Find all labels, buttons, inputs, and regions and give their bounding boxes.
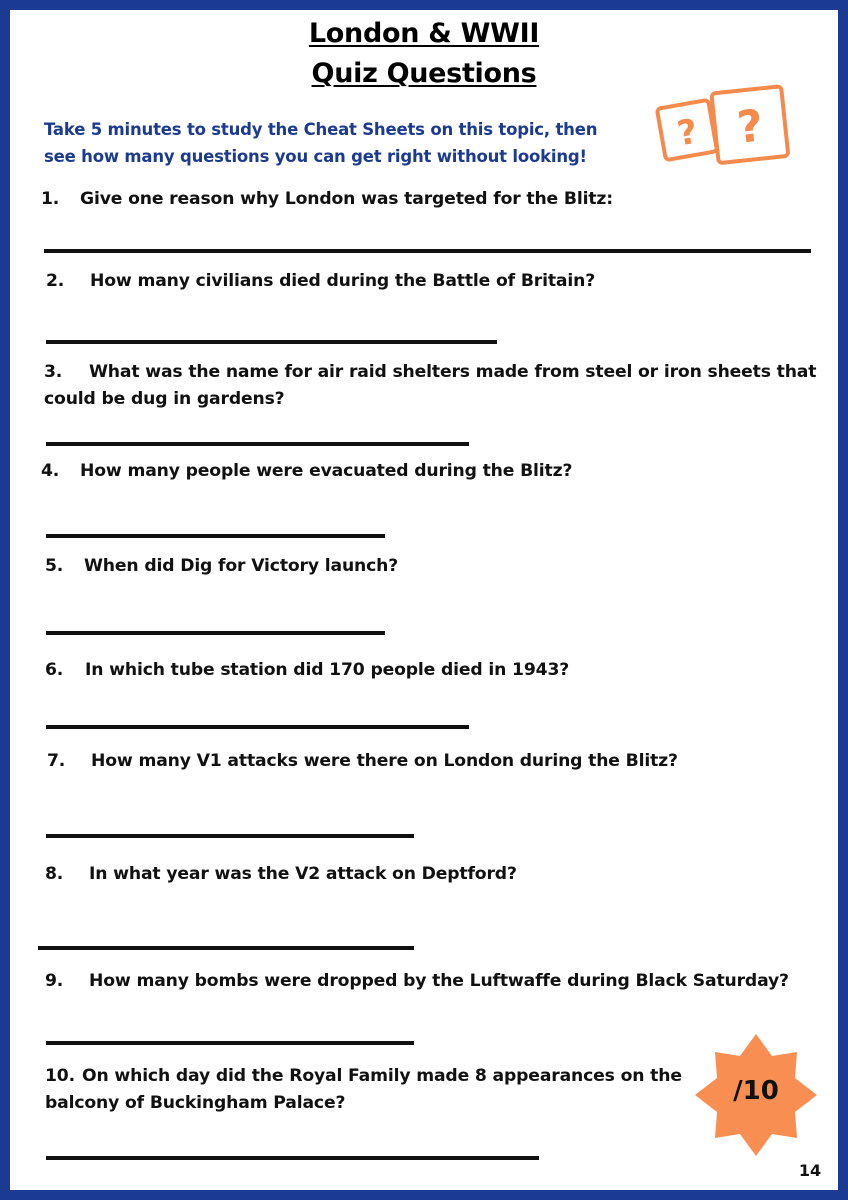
- question-dice-icon: [655, 84, 795, 170]
- question-3: [44, 359, 834, 413]
- page-title: London & WWII: [308, 18, 540, 49]
- answer-line-4[interactable]: [46, 534, 385, 538]
- question-text: How many civilians died during the Battle of Britain?: [90, 271, 596, 291]
- answer-line-1[interactable]: [44, 249, 811, 253]
- question-number: 8.: [45, 864, 64, 884]
- answer-line-6[interactable]: [46, 725, 469, 729]
- question-9: [45, 968, 789, 995]
- answer-line-3[interactable]: [46, 442, 469, 446]
- question-6: [45, 657, 569, 684]
- question-text: How many V1 attacks were there on London during the Blitz?: [91, 751, 678, 771]
- answer-line-9[interactable]: [46, 1041, 414, 1045]
- question-7: [47, 748, 678, 775]
- question-2: [46, 268, 595, 295]
- answer-line-8[interactable]: [38, 946, 414, 950]
- question-text: What was the name for air raid shelters made from steel or iron sheets that could be dug in gardens?: [44, 362, 817, 409]
- question-5: [45, 553, 398, 580]
- intro-line-2: see how many questions you can get right without looking!: [44, 147, 587, 166]
- score-label: /10: [733, 1076, 779, 1106]
- question-1: [41, 186, 613, 213]
- intro-line-1: Take 5 minutes to study the Cheat Sheets on this topic, then: [44, 120, 598, 139]
- question-number: 10.: [45, 1066, 75, 1086]
- answer-line-10[interactable]: [46, 1156, 539, 1160]
- question-text: In what year was the V2 attack on Deptford?: [89, 864, 517, 884]
- question-text: When did Dig for Victory launch?: [84, 556, 399, 576]
- page-number: 14: [798, 1161, 822, 1180]
- question-number: 1.: [41, 189, 60, 209]
- question-text: How many people were evacuated during the Blitz?: [80, 461, 573, 481]
- question-8: [45, 861, 517, 888]
- question-text: Give one reason why London was targeted for the Blitz:: [80, 189, 613, 209]
- question-number: 6.: [45, 660, 64, 680]
- question-number: 2.: [46, 271, 65, 291]
- question-number: 7.: [47, 751, 66, 771]
- question-text: How many bombs were dropped by the Luftwaffe during Black Saturday?: [89, 971, 789, 991]
- question-text: In which tube station did 170 people died in 1943?: [85, 660, 570, 680]
- question-10: [45, 1063, 700, 1117]
- question-number: 4.: [41, 461, 60, 481]
- intro-text: [44, 116, 644, 170]
- question-4: [41, 458, 572, 485]
- dice-left-glyph: ?: [674, 111, 701, 155]
- question-number: 9.: [45, 971, 64, 991]
- page-subtitle: Quiz Questions: [311, 58, 537, 89]
- question-number: 3.: [44, 362, 63, 382]
- answer-line-2[interactable]: [46, 340, 497, 344]
- question-text: On which day did the Royal Family made 8 appearances on the balcony of Buckingham Palace?: [45, 1066, 682, 1113]
- dice-right-glyph: ?: [734, 100, 766, 154]
- question-number: 5.: [45, 556, 64, 576]
- answer-line-5[interactable]: [46, 631, 385, 635]
- answer-line-7[interactable]: [46, 834, 414, 838]
